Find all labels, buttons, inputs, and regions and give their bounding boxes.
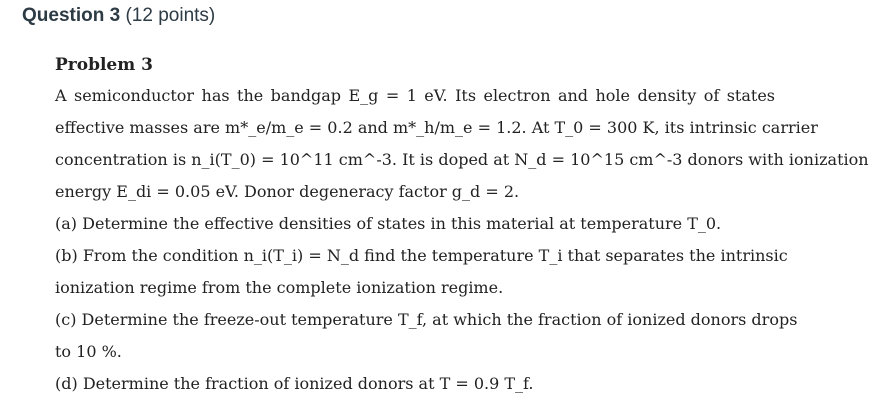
part-a bbox=[55, 208, 775, 240]
intro-line: energy E_di = 0.05 eV. Donor degeneracy factor g_d = 2. bbox=[55, 182, 520, 201]
question-title: Question 3 bbox=[22, 5, 121, 26]
part-c-line: to 10 %. bbox=[55, 342, 122, 361]
question-body bbox=[55, 50, 869, 400]
part-b-line: ionization regime from the complete ionization regime. bbox=[55, 278, 504, 297]
intro-line: concentration is n_i(T_0) = 10^11 cm^-3. It is doped at N_d = 10^15 cm^-3 donors with ionization bbox=[55, 150, 869, 169]
problem-title: Problem 3 bbox=[55, 55, 153, 75]
part-c bbox=[55, 304, 798, 368]
part-a-line: (a) Determine the effective densities of states in this material at temperature T_0. bbox=[55, 214, 722, 233]
intro-line: effective masses are m*_e/m_e = 0.2 and m*_h/m_e = 1.2. At T_0 = 300 K, its intrinsic carrier bbox=[55, 118, 818, 137]
part-d-line: (d) Determine the fraction of ionized donors at T = 0.9 T_f. bbox=[55, 374, 534, 393]
question-points: (12 points) bbox=[125, 5, 216, 26]
problem-intro bbox=[55, 80, 869, 208]
question-header bbox=[22, 5, 215, 27]
intro-line: A semiconductor has the bandgap E_g = 1 eV. Its electron and hole density of states bbox=[55, 86, 775, 105]
part-c-line: (c) Determine the freeze-out temperature T_f, at which the fraction of ionized donors drops bbox=[55, 310, 798, 329]
part-d bbox=[55, 368, 775, 400]
part-b bbox=[55, 240, 788, 304]
part-b-line: (b) From the condition n_i(T_i) = N_d find the temperature T_i that separates the intrinsic bbox=[55, 246, 788, 265]
